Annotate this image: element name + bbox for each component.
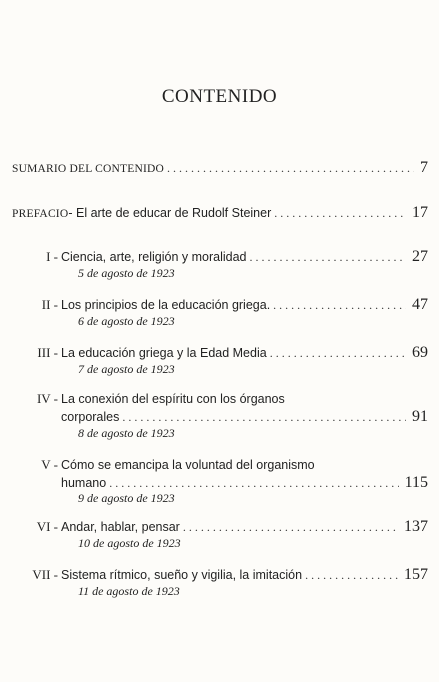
- leader-dots: [183, 519, 398, 535]
- page-title: CONTENIDO: [161, 86, 278, 107]
- toc-page-number: 91: [412, 408, 428, 425]
- toc-entry-label: SUMARIO DEL CONTENIDO: [12, 163, 164, 175]
- toc-page-number: 69: [412, 344, 428, 361]
- chapter-title-continued: corporales: [61, 410, 120, 424]
- toc-page-number: 17: [412, 204, 428, 221]
- toc-entry-label-caps: PREFACIO: [12, 208, 69, 220]
- chapter-date: 7 de agosto de 1923: [78, 362, 175, 376]
- chapter-roman-numeral: I -: [46, 249, 58, 264]
- chapter-title: Ciencia, arte, religión y moralidad: [61, 250, 247, 264]
- leader-dots: [250, 249, 406, 265]
- chapter-roman-numeral: IV -: [36, 391, 58, 406]
- chapter-date: 9 de agosto de 1923: [78, 491, 175, 505]
- chapter-title-line: [61, 391, 428, 407]
- chapter-date: 11 de agosto de 1923: [78, 584, 180, 598]
- chapter-roman-numeral: VII -: [32, 567, 58, 582]
- chapter-title-line: [61, 567, 428, 583]
- chapter-title-line: [61, 457, 428, 473]
- chapter-roman-numeral: V -: [41, 457, 58, 472]
- toc-page-number: 27: [412, 248, 428, 265]
- leader-dots: [270, 345, 406, 361]
- chapter-title-line: [61, 409, 428, 425]
- leader-dots: [167, 160, 414, 176]
- chapter-roman-numeral: II -: [41, 297, 58, 312]
- toc-entry-label-rest: - El arte de educar de Rudolf Steiner: [68, 206, 272, 220]
- chapter-date: 8 de agosto de 1923: [78, 426, 175, 440]
- chapter-date: 5 de agosto de 1923: [78, 266, 175, 280]
- chapter-roman-numeral: VI -: [36, 519, 58, 534]
- toc-page-number: 115: [404, 474, 428, 491]
- chapter-title: Andar, hablar, pensar: [61, 520, 180, 534]
- leader-dots: [273, 297, 406, 313]
- leader-dots: [274, 205, 406, 221]
- toc-page-number: 157: [404, 566, 428, 583]
- chapter-title-continued: humano: [61, 476, 107, 490]
- chapter-title-line: [61, 249, 428, 265]
- leader-dots: [305, 567, 398, 583]
- toc-page-number: 7: [420, 159, 428, 176]
- chapter-roman-numeral: III -: [37, 345, 58, 360]
- toc-entry-prefacio: [12, 205, 428, 222]
- chapter-title-line: [61, 297, 428, 313]
- leader-dots: [122, 409, 406, 425]
- chapter-title: Sistema rítmico, sueño y vigilia, la imitación: [61, 568, 303, 582]
- chapter-date: 6 de agosto de 1923: [78, 314, 175, 328]
- chapter-title-line: [61, 475, 428, 491]
- chapter-title-line: [61, 519, 428, 535]
- leader-dots: [109, 475, 398, 491]
- chapter-title: Los principios de la educación griega.: [61, 298, 271, 312]
- chapter-title: La conexión del espíritu con los órganos: [61, 392, 285, 406]
- chapter-title: La educación griega y la Edad Media: [61, 346, 267, 360]
- chapter-title-line: [61, 345, 428, 361]
- toc-entry-sumario: [12, 160, 428, 177]
- toc-page-number: 47: [412, 296, 428, 313]
- chapter-title: Cómo se emancipa la voluntad del organismo: [61, 458, 315, 472]
- chapter-date: 10 de agosto de 1923: [78, 536, 181, 550]
- toc-page-number: 137: [404, 518, 428, 535]
